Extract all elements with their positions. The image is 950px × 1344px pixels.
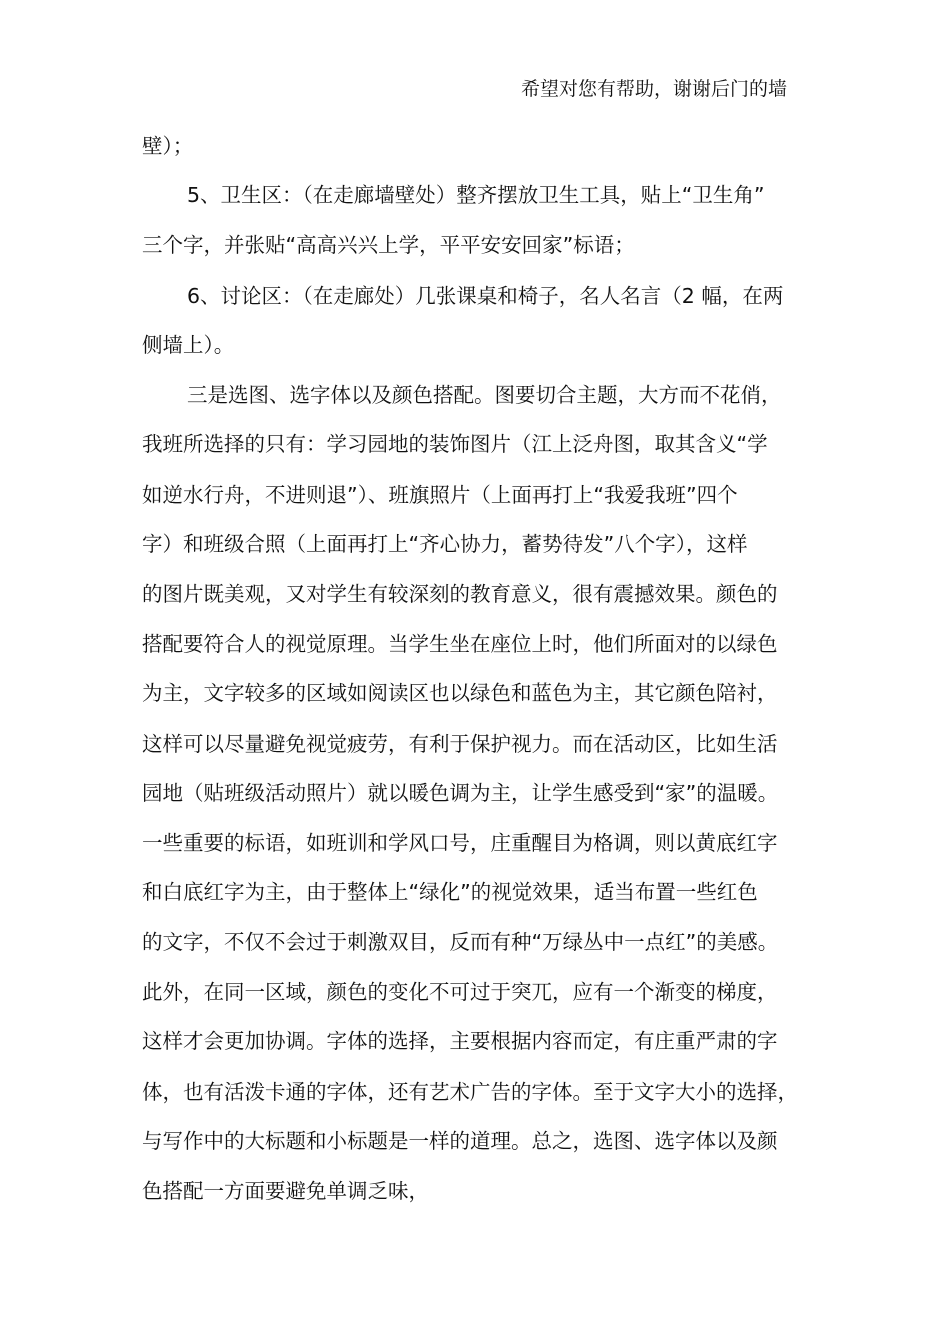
paragraph-line: 这样才会更加协调。字体的选择，主要根据内容而定，有庄重严肃的字 (142, 1029, 778, 1053)
page-header-text: 希望对您有帮助，谢谢后门的墙 (521, 78, 788, 100)
paragraph-line: 侧墙上）。 (142, 333, 235, 357)
paragraph-line: 体，也有活泼卡通的字体，还有艺术广告的字体。至于文字大小的选择， (142, 1080, 798, 1104)
paragraph-line: 6、讨论区：（在走廊处）几张课桌和椅子，名人名言（2 幅，在两 (187, 284, 784, 308)
paragraph-line: 三是选图、选字体以及颜色搭配。图要切合主题，大方而不花俏， (187, 383, 782, 407)
paragraph-line: 这样可以尽量避免视觉疲劳，有利于保护视力。而在活动区，比如生活 (142, 732, 778, 756)
paragraph-line: 色搭配一方面要避免单调乏味， (142, 1179, 429, 1203)
paragraph-line: 一些重要的标语，如班训和学风口号，庄重醒目为格调，则以黄底红字 (142, 831, 778, 855)
paragraph-line: 园地（贴班级活动照片）就以暖色调为主，让学生感受到“家”的温暖。 (142, 781, 779, 805)
paragraph-line: 我班所选择的只有：学习园地的装饰图片（江上泛舟图，取其含义“学 (142, 432, 768, 456)
paragraph-line: 三个字，并张贴“高高兴兴上学，平平安安回家”标语； (142, 233, 635, 257)
paragraph-line: 和白底红字为主，由于整体上“绿化”的视觉效果，适当布置一些红色 (142, 880, 758, 904)
paragraph-line: 的图片既美观，又对学生有较深刻的教育意义，很有震撼效果。颜色的 (142, 582, 778, 606)
paragraph-line: 的文字，不仅不会过于刺激双目，反而有种“万绿丛中一点红”的美感。 (142, 930, 779, 954)
paragraph-line: 此外，在同一区域，颜色的变化不可过于突兀，应有一个渐变的梯度， (142, 980, 778, 1004)
paragraph-line: 搭配要符合人的视觉原理。当学生坐在座位上时，他们所面对的以绿色 (142, 632, 778, 656)
paragraph-line: 字）和班级合照（上面再打上“齐心协力，蓄势待发”八个字），这样 (142, 532, 748, 556)
paragraph-line: 壁）； (142, 134, 194, 158)
paragraph-line: 与写作中的大标题和小标题是一样的道理。总之，选图、选字体以及颜 (142, 1129, 778, 1153)
paragraph-line: 为主，文字较多的区域如阅读区也以绿色和蓝色为主，其它颜色陪衬， (142, 681, 778, 705)
paragraph-line: 5、卫生区：（在走廊墙壁处）整齐摆放卫生工具，贴上“卫生角” (187, 183, 765, 207)
paragraph-line: 如逆水行舟，不进则退”）、班旗照片（上面再打上“我爱我班”四个 (142, 483, 738, 507)
